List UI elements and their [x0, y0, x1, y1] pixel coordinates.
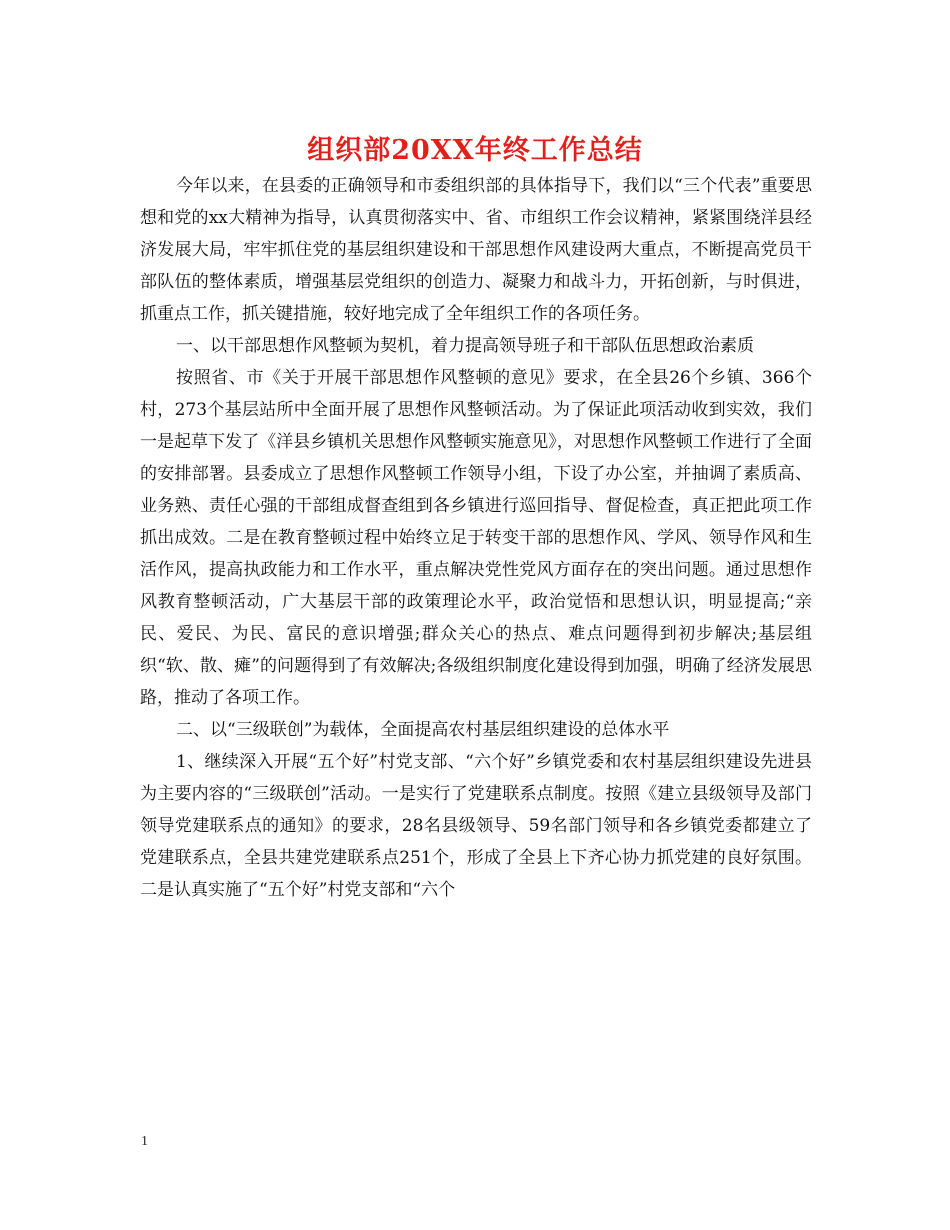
section-heading-1: 一、以干部思想作风整顿为契机，着力提高领导班子和干部队伍思想政治素质 — [176, 336, 754, 356]
paragraph-intro: 今年以来，在县委的正确领导和市委组织部的具体指导下，我们以“三个代表”重要思想和党的xx大精神为指导，认真贯彻落实中、省、市组织工作会议精神，紧紧围绕洋县经济发展大局，牢牢抓住党的基层组织建设和干部思想作风建设两大重点，不断提高党员干部队伍的整体素质，增强基层党组织的创造力、凝聚力和战斗力，开拓创新，与时俱进，抓重点工作，抓关键措施，较好地完成了全年组织工作的各项任务。 — [140, 176, 812, 324]
document-title: 组织部20XX年终工作总结 — [307, 135, 643, 166]
section-heading-2: 二、以“三级联创”为载体，全面提高农村基层组织建设的总体水平 — [176, 720, 670, 740]
page-number: 1 — [141, 1134, 148, 1149]
paragraph-section-1: 按照省、市《关于开展干部思想作风整顿的意见》要求，在全县26个乡镇、366个村，273个基层站所中全面开展了思想作风整顿活动。为了保证此项活动收到实效，我们一是起草下发了《洋县乡镇机关思想作风整顿实施意见》，对思想作风整顿工作进行了全面的安排部署。县委成立了思想作风整顿工作领导小组，下设了办公室，并抽调了素质高、业务熟、责任心强的干部组成督查组到各乡镇进行巡回指导、督促检查，真正把此项工作抓出成效。二是在教育整顿过程中始终立足于转变干部的思想作风、学风、领导作风和生活作风，提高执政能力和工作水平，重点解决党性党风方面存在的突出问题。通过思想作风教育整顿活动，广大基层干部的政策理论水平，政治觉悟和思想认识，明显提高;“亲民、爱民、为民、富民的意识增强;群众关心的热点、难点问题得到初步解决;基层组织“软、散、瘫”的问题得到了有效解决;各级组织制度化建设得到加强，明确了经济发展思路，推动了各项工作。 — [140, 368, 812, 708]
document-body — [140, 170, 812, 906]
paragraph-section-2: 1、继续深入开展“五个好”村党支部、“六个好”乡镇党委和农村基层组织建设先进县为主要内容的“三级联创”活动。一是实行了党建联系点制度。按照《建立县级领导及部门领导党建联系点的通知》的要求，28名县级领导、59名部门领导和各乡镇党委都建立了党建联系点，全县共建党建联系点251个，形成了全县上下齐心协力抓党建的良好氛围。二是认真实施了“五个好”村党支部和“六个 — [140, 752, 812, 900]
